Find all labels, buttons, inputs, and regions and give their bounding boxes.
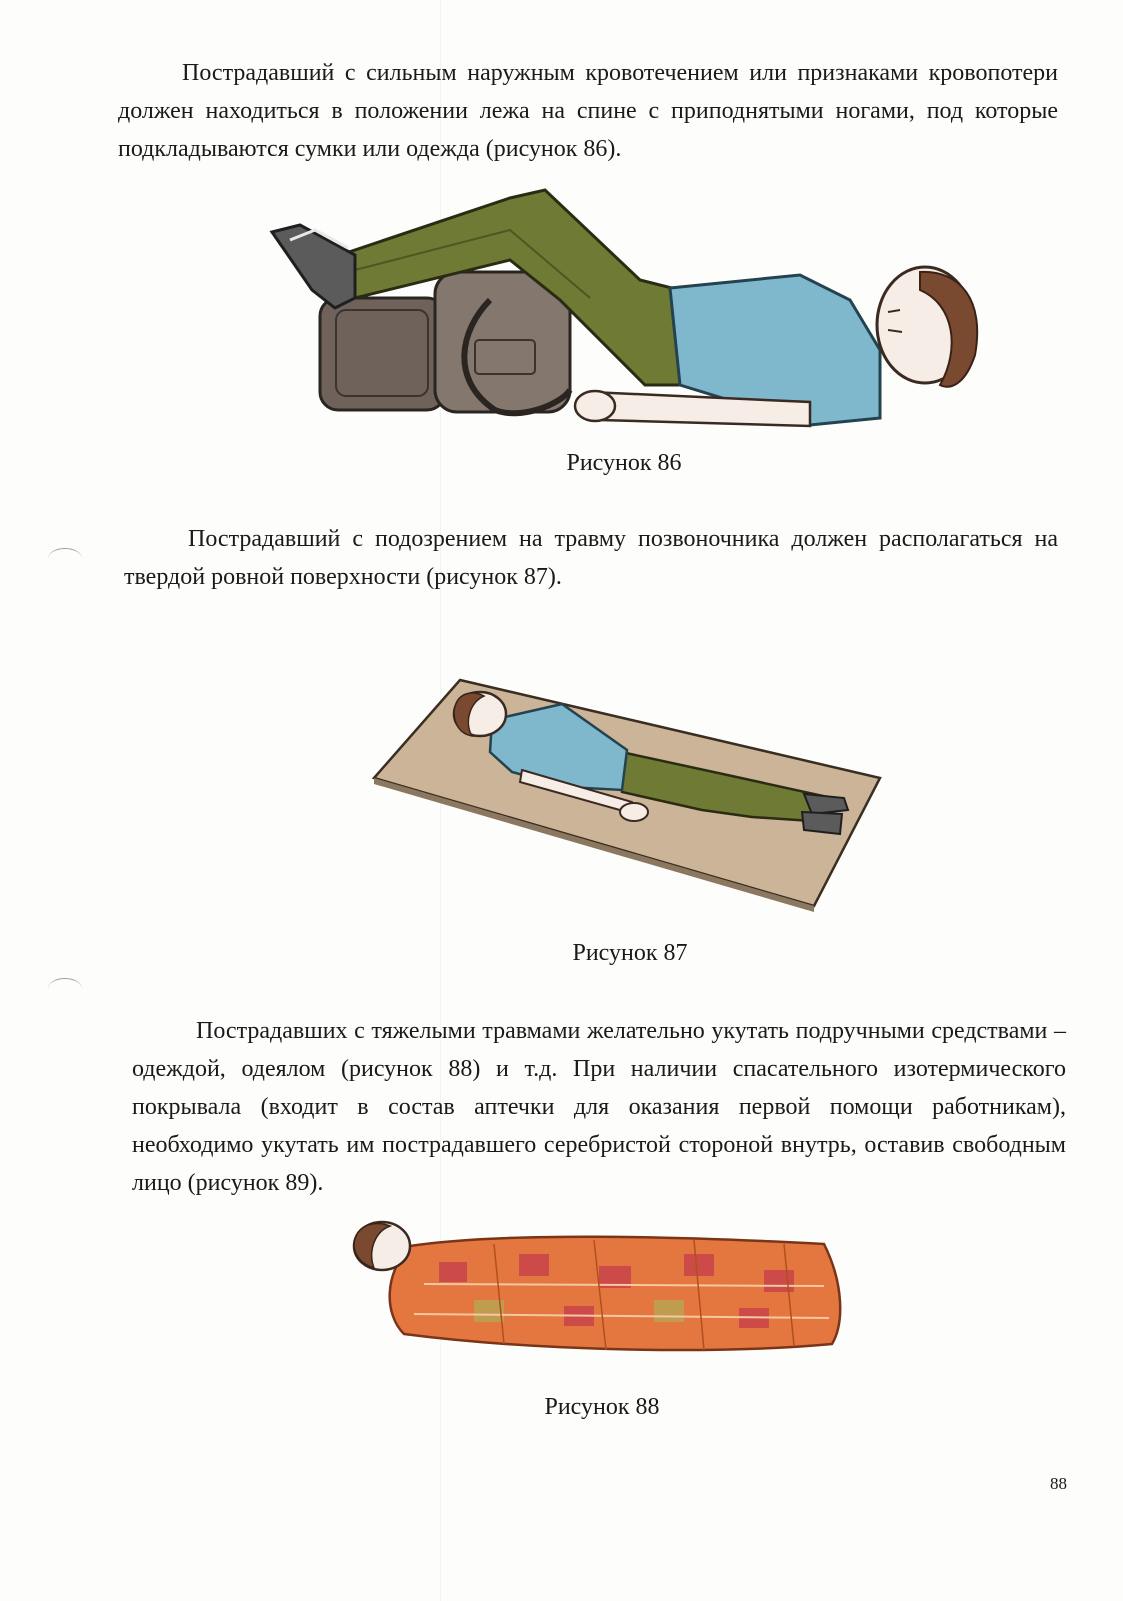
blanket-pattern xyxy=(654,1300,684,1322)
hand xyxy=(575,391,615,421)
figure-86-legs-raised-illustration xyxy=(260,180,980,440)
figure-88-wrapped-blanket-illustration xyxy=(344,1214,846,1364)
blanket-pattern xyxy=(684,1254,714,1276)
paragraph-bleeding: Пострадавший с сильным наружным кровотечением или признаками кровопотери должен находиться в положении лежа на спине с приподнятыми ногами, под которые подкладываются сумки или одежда (рисунок 86). xyxy=(118,60,1058,162)
blanket-pattern xyxy=(439,1262,467,1282)
shoe-right xyxy=(804,794,848,814)
punch-hole-mark xyxy=(48,548,82,569)
blanket-pattern xyxy=(519,1254,549,1276)
paragraph-spine-injury: Пострадавший с подозрением на травму позвоночника должен располагаться на твердой ровной поверхности (рисунок 87). xyxy=(124,526,1058,590)
blanket-pattern xyxy=(764,1270,794,1292)
shoe-left xyxy=(272,225,355,308)
blanket xyxy=(390,1237,841,1350)
shoe-left xyxy=(802,812,842,834)
caption-figure-87: Рисунок 87 xyxy=(572,940,688,966)
caption-figure-88: Рисунок 88 xyxy=(544,1394,660,1420)
hand-left xyxy=(620,803,648,821)
figure-87-spine-board-illustration xyxy=(372,672,884,912)
punch-hole-mark xyxy=(48,978,82,999)
paragraph-heavy-injury: Пострадавших с тяжелыми травмами желательно укутать подручными средствами – одеждой, одеялом (рисунок 88) и т.д. При наличии спасательного изотермического покрывала (входит в состав аптечки для оказания первой помощи работникам), необходимо укутать им пострадавшего серебристой стороной внутрь, оставив свободным лицо (рисунок 89). xyxy=(132,1018,1066,1196)
page-number: 88 xyxy=(1050,1474,1067,1493)
caption-figure-86: Рисунок 86 xyxy=(566,450,682,476)
